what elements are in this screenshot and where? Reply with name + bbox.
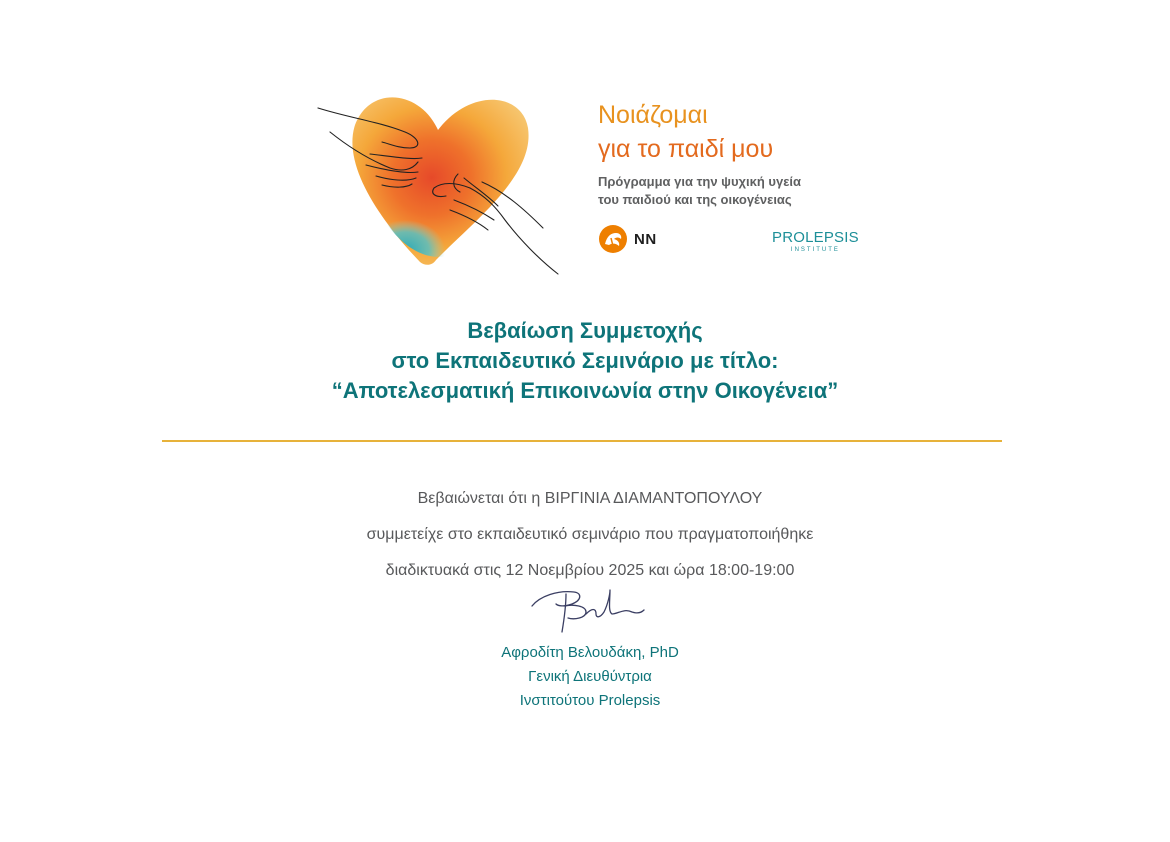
body-line2: συμμετείχε στο εκπαιδευτικό σεμινάριο που πραγματοποιήθηκε [366, 526, 814, 543]
program-title-line2: για το παιδί μου [598, 135, 774, 163]
handwritten-signature [528, 584, 648, 636]
body-line3: διαδικτυακά στις 12 Νοεμβρίου 2025 και ώρα 18:00-19:00 [385, 562, 795, 579]
heading-divider [162, 440, 1002, 442]
heading-line1: Βεβαίωση Συμμετοχής [467, 318, 703, 343]
signer-block [0, 641, 1170, 713]
program-title [598, 98, 773, 166]
body-line1: Βεβαιώνεται ότι η ΒΙΡΓΙΝΙΑ ΔΙΑΜΑΝΤΟΠΟΥΛΟΥ [417, 490, 763, 507]
program-subtitle-line2: του παιδιού και της οικογένειας [598, 192, 792, 207]
program-subtitle-line1: Πρόγραμμα για την ψυχική υγεία [598, 174, 802, 189]
heading-line2: στο Εκπαιδευτικό Σεμινάριο με τίτλο: [391, 348, 779, 373]
heading-line3: “Αποτελεσματική Επικοινωνία στην Οικογένεια” [331, 378, 839, 403]
prolepsis-logo-name: PROLEPSIS [772, 229, 859, 246]
nn-lion-icon [598, 224, 628, 254]
nn-logo [598, 224, 657, 254]
heart-hands-logo [310, 70, 570, 280]
program-subtitle [598, 173, 801, 209]
prolepsis-logo-sub: INSTITUTE [790, 247, 840, 253]
signer-name: Αφροδίτη Βελουδάκη, PhD [501, 644, 679, 661]
prolepsis-logo [772, 230, 859, 254]
program-title-line1: Νοιάζομαι [598, 101, 708, 129]
nn-logo-text: NN [634, 230, 657, 248]
certificate-heading [0, 316, 1170, 406]
signer-role: Γενική Διευθύντρια [528, 668, 652, 685]
certificate-body [0, 481, 1170, 589]
signer-organization: Ινστιτούτου Prolepsis [519, 692, 661, 709]
